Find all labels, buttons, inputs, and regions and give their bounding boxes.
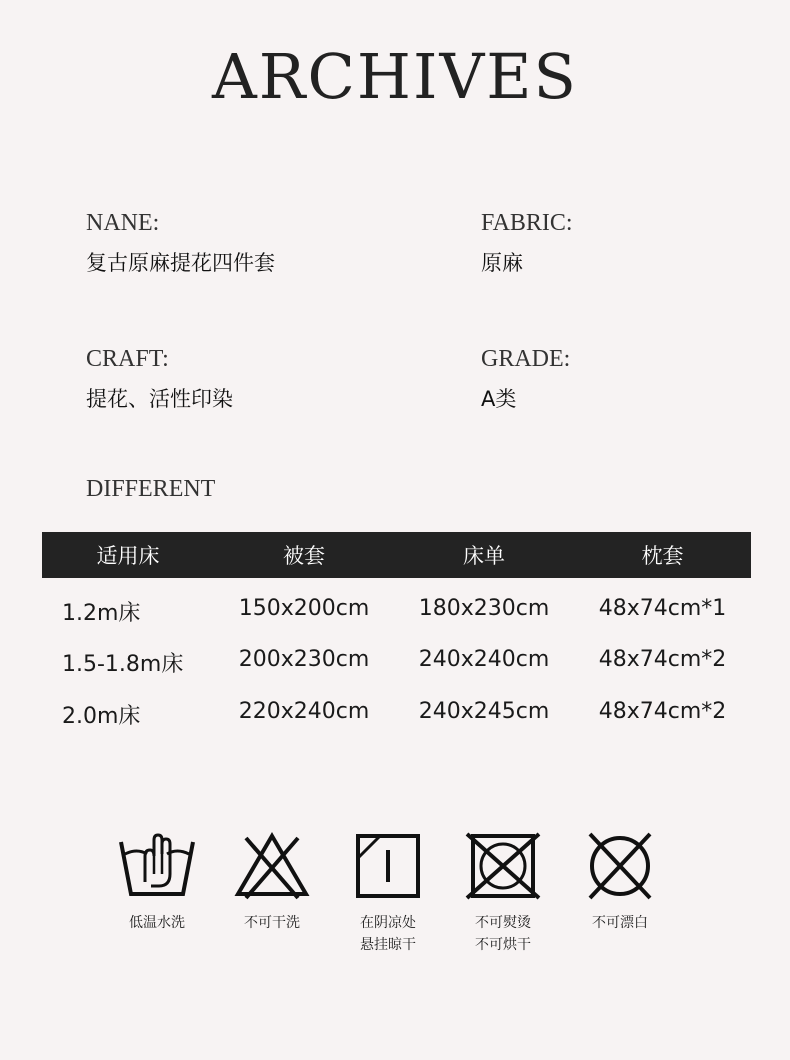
care-no-dry-clean [212, 830, 332, 934]
table-cell: 220x240cm [238, 699, 370, 724]
different-label: DIFFERENT [86, 476, 216, 502]
grade-field [481, 346, 570, 413]
table-cell: 240x245cm [418, 699, 550, 724]
care-caption-line: 不可干洗 [244, 915, 300, 931]
hand-wash-icon [117, 830, 197, 902]
name-label: NANE: [86, 210, 160, 236]
header-pillowcase: 枕套 [641, 544, 684, 568]
fabric-field [481, 210, 573, 277]
shade-line-dry-icon [348, 830, 428, 902]
table-cell: 2.0m床 [62, 704, 141, 729]
table-cell: 1.2m床 [62, 601, 141, 626]
care-caption-line: 不可漂白 [592, 915, 648, 931]
table-cell: 1.5-1.8m床 [62, 652, 184, 677]
care-caption-line: 不可熨烫 [475, 915, 531, 931]
care-caption-line: 悬挂晾干 [360, 937, 416, 953]
header-bed: 适用床 [96, 544, 160, 568]
care-caption-line: 低温水洗 [129, 915, 185, 931]
care-caption-line: 在阴凉处 [360, 915, 416, 931]
no-bleach-icon [232, 830, 312, 902]
care-caption-line: 不可烘干 [475, 937, 531, 953]
table-cell: 150x200cm [238, 596, 370, 621]
table-cell: 48x74cm*2 [598, 699, 727, 724]
care-hand-wash [97, 830, 217, 934]
table-row [42, 699, 751, 730]
craft-label: CRAFT: [86, 346, 169, 372]
table-row [42, 647, 751, 678]
table-cell: 180x230cm [418, 596, 550, 621]
fabric-value: 原麻 [481, 251, 523, 275]
header-duvet: 被套 [283, 544, 325, 568]
table-cell: 200x230cm [238, 647, 370, 672]
name-field [86, 210, 275, 277]
table-cell: 48x74cm*2 [598, 647, 727, 672]
size-table-header [42, 532, 751, 578]
table-row [42, 596, 751, 627]
care-no-iron-no-dry [443, 830, 563, 956]
craft-value: 提花、活性印染 [86, 387, 233, 411]
craft-field [86, 346, 233, 413]
table-cell: 48x74cm*1 [598, 596, 727, 621]
name-value: 复古原麻提花四件套 [86, 251, 275, 275]
grade-value: A类 [481, 387, 517, 411]
brand-logo: ARCHIVES [212, 40, 578, 113]
table-cell: 240x240cm [418, 647, 550, 672]
grade-label: GRADE: [481, 346, 571, 372]
no-bleach-circle-icon [580, 830, 660, 902]
care-no-bleach [560, 830, 680, 934]
header-sheet: 床单 [463, 544, 505, 568]
care-shade-dry [328, 830, 448, 956]
fabric-label: FABRIC: [481, 210, 573, 236]
no-iron-no-tumble-dry-icon [463, 830, 543, 902]
